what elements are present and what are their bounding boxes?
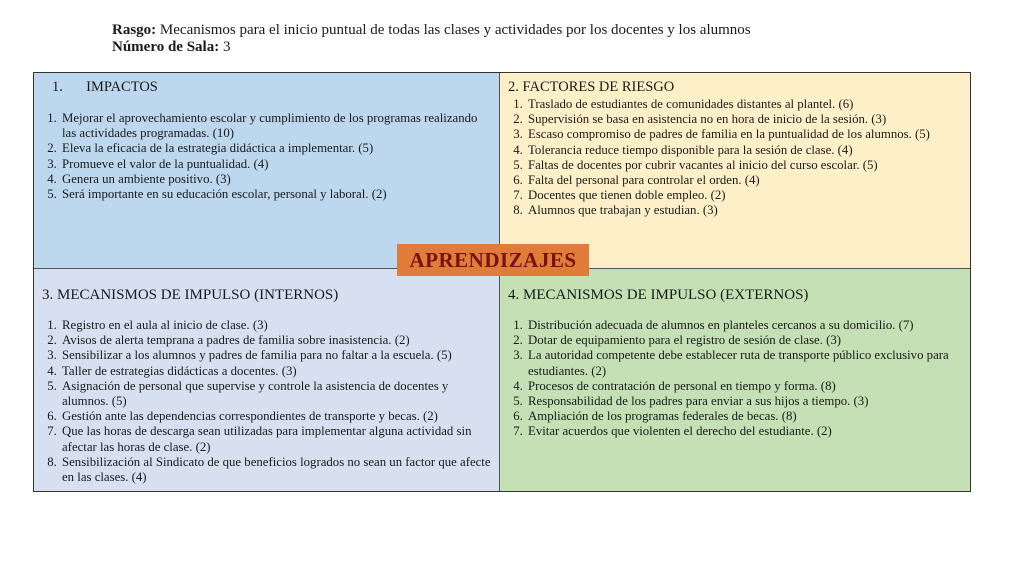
list-item: 7. Evitar acuerdos que violenten el derecho del estudiante. (2) (526, 424, 962, 439)
impulso-externos-quadrant (500, 269, 970, 491)
impulso-internos-quadrant (34, 269, 500, 491)
list-item: 2. Dotar de equipamiento para el registro de sesión de clase. (3) (526, 333, 962, 348)
impactos-title-text: IMPACTOS (86, 79, 158, 95)
list-item: 4. Tolerancia reduce tiempo disponible para la sesión de clase. (4) (526, 143, 962, 158)
list-item: 1. Traslado de estudiantes de comunidades distantes al plantel. (6) (526, 97, 962, 112)
list-item: 6. Ampliación de los programas federales de becas. (8) (526, 409, 962, 424)
list-item: 5. Será importante en su educación escolar, personal y laboral. (2) (60, 187, 491, 202)
list-item: 3. La autoridad competente debe establecer ruta de transporte público exclusivo para estudiantes. (2) (526, 348, 962, 378)
impactos-title (42, 79, 491, 96)
factores-riesgo-quadrant (500, 73, 970, 269)
sala-value: 3 (222, 39, 231, 55)
list-item: 2. Supervisión se basa en asistencia no en hora de inicio de la sesión. (3) (526, 112, 962, 127)
list-item: 4. Taller de estrategias didácticas a docentes. (3) (60, 364, 491, 379)
list-item: 4. Genera un ambiente positivo. (3) (60, 172, 491, 187)
impactos-list (42, 111, 491, 202)
sala-label: Número de Sala: (112, 39, 220, 55)
list-item: 3. Escaso compromiso de padres de familia en la puntualidad de los alumnos. (5) (526, 127, 962, 142)
rasgo-text: Mecanismos para el inicio puntual de todas las clases y actividades por los docentes y los alumnos (159, 22, 751, 38)
impulso-internos-title: 3. MECANISMOS DE IMPULSO (INTERNOS) (42, 287, 339, 303)
impactos-number: 1. (52, 79, 63, 95)
rasgo-line (112, 22, 751, 39)
list-item: 8. Sensibilización al Sindicato de que beneficios logrados no sean un factor que afecte en las clases. (4) (60, 455, 491, 485)
quadrant-grid (33, 72, 971, 492)
impulso-internos-list (42, 318, 491, 485)
list-item: 8. Alumnos que trabajan y estudian. (3) (526, 203, 962, 218)
list-item: 6. Falta del personal para controlar el orden. (4) (526, 173, 962, 188)
rasgo-label: Rasgo: (112, 22, 157, 38)
list-item: 3. Promueve el valor de la puntualidad. (4) (60, 157, 491, 172)
list-item: 5. Responsabilidad de los padres para enviar a sus hijos a tiempo. (3) (526, 394, 962, 409)
impulso-externos-title: 4. MECANISMOS DE IMPULSO (EXTERNOS) (508, 287, 809, 303)
list-item: 1. Registro en el aula al inicio de clase. (3) (60, 318, 491, 333)
list-item: 5. Faltas de docentes por cubrir vacantes al inicio del curso escolar. (5) (526, 158, 962, 173)
header (112, 22, 751, 56)
sala-line (112, 39, 751, 56)
list-item: 1. Distribución adecuada de alumnos en planteles cercanos a su domicilio. (7) (526, 318, 962, 333)
factores-riesgo-title: 2. FACTORES DE RIESGO (508, 79, 675, 95)
list-item: 7. Docentes que tienen doble empleo. (2) (526, 188, 962, 203)
list-item: 4. Procesos de contratación de personal en tiempo y forma. (8) (526, 379, 962, 394)
factores-riesgo-list (508, 97, 962, 219)
impulso-externos-list (508, 318, 962, 440)
list-item: 2. Avisos de alerta temprana a padres de familia sobre inasistencia. (2) (60, 333, 491, 348)
list-item: 6. Gestión ante las dependencias correspondientes de transporte y becas. (2) (60, 409, 491, 424)
list-item: 7. Que las horas de descarga sean utilizadas para implementar alguna actividad sin afectar las horas de clase. (2) (60, 424, 491, 454)
list-item: 5. Asignación de personal que supervise y controle la asistencia de docentes y alumnos. (5) (60, 379, 491, 409)
list-item: 2. Eleva la eficacia de la estrategia didáctica a implementar. (5) (60, 141, 491, 156)
list-item: 1. Mejorar el aprovechamiento escolar y cumplimiento de los programas realizando las actividades programadas. (10) (60, 111, 491, 141)
aprendizajes-badge: APRENDIZAJES (397, 244, 589, 276)
impactos-quadrant (34, 73, 500, 269)
list-item: 3. Sensibilizar a los alumnos y padres de familia para no faltar a la escuela. (5) (60, 348, 491, 363)
